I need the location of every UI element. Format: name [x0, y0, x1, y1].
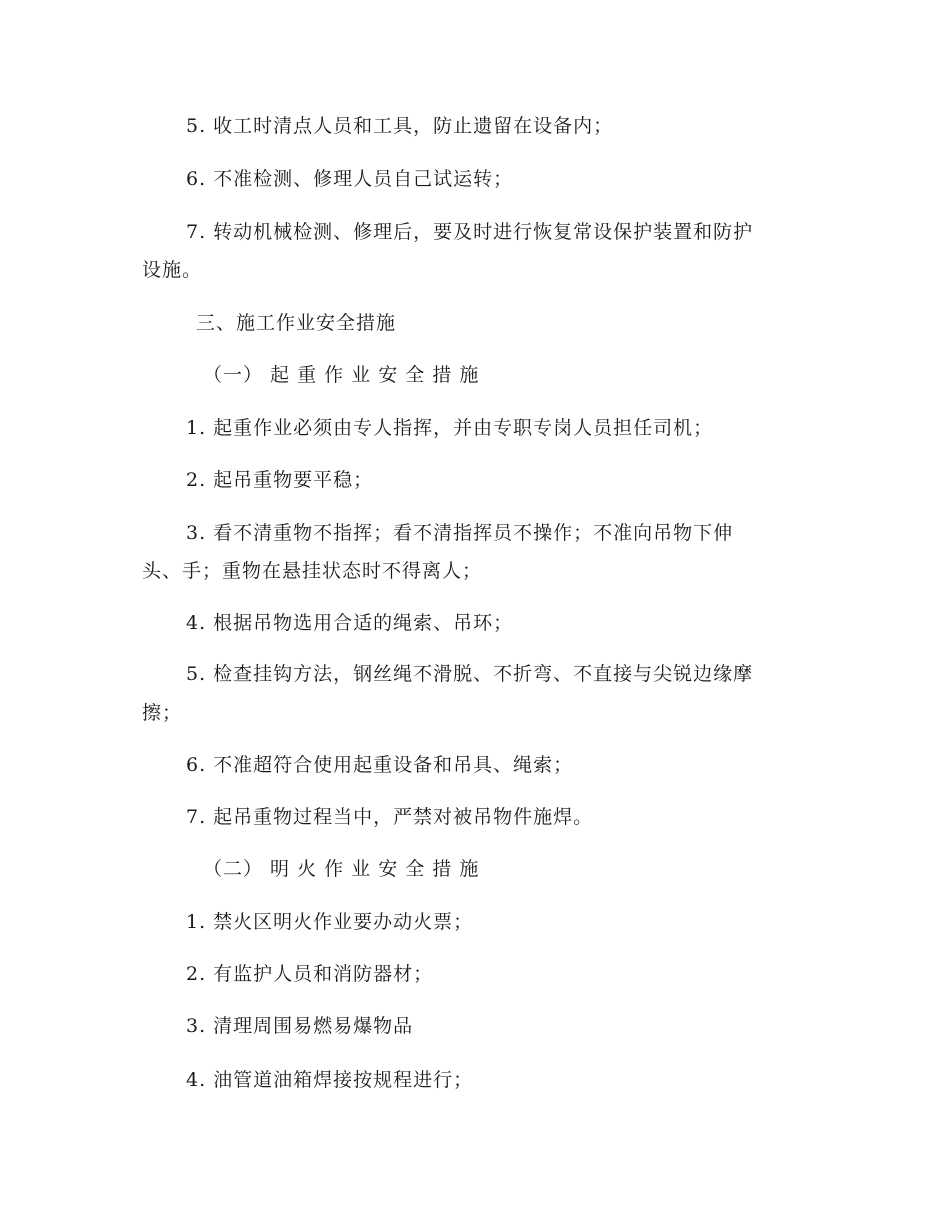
list-item: 5. 收工时清点人员和工具，防止遗留在设备内； [186, 115, 614, 137]
section-heading: 三、施工作业安全措施 [196, 312, 397, 334]
list-item-continuation: 头、手；重物在悬挂状态时不得离人； [142, 560, 483, 582]
list-item: 3. 看不清重物不指挥；看不清指挥员不操作；不准向吊物下伸 [186, 522, 734, 544]
list-item: 4. 根据吊物选用合适的绳索、吊环； [186, 612, 514, 634]
list-item: 2. 起吊重物要平稳； [186, 469, 374, 491]
list-item: 1. 起重作业必须由专人指挥，并由专职专岗人员担任司机； [186, 417, 714, 439]
list-item-continuation: 设施。 [142, 259, 203, 281]
subsection-heading: （一） 起 重 作 业 安 全 措 施 [203, 364, 480, 386]
list-item-continuation: 擦； [142, 702, 183, 724]
subsection-heading: （二） 明 火 作 业 安 全 措 施 [203, 858, 480, 880]
list-item: 4. 油管道油箱焊接按规程进行； [186, 1069, 474, 1091]
list-item: 6. 不准检测、修理人员自己试运转； [186, 168, 514, 190]
list-item: 6. 不准超符合使用起重设备和吊具、绳索； [186, 754, 574, 776]
list-item: 2. 有监护人员和消防器材； [186, 963, 434, 985]
list-item: 3. 清理周围易燃易爆物品 [186, 1015, 414, 1037]
list-item: 7. 转动机械检测、修理后，要及时进行恢复常设保护装置和防护 [186, 221, 754, 243]
list-item: 1. 禁火区明火作业要办动火票； [186, 911, 474, 933]
list-item: 5. 检查挂钩方法，钢丝绳不滑脱、不折弯、不直接与尖锐边缘摩 [186, 663, 754, 685]
list-item: 7. 起吊重物过程当中，严禁对被吊物件施焊。 [186, 806, 594, 828]
